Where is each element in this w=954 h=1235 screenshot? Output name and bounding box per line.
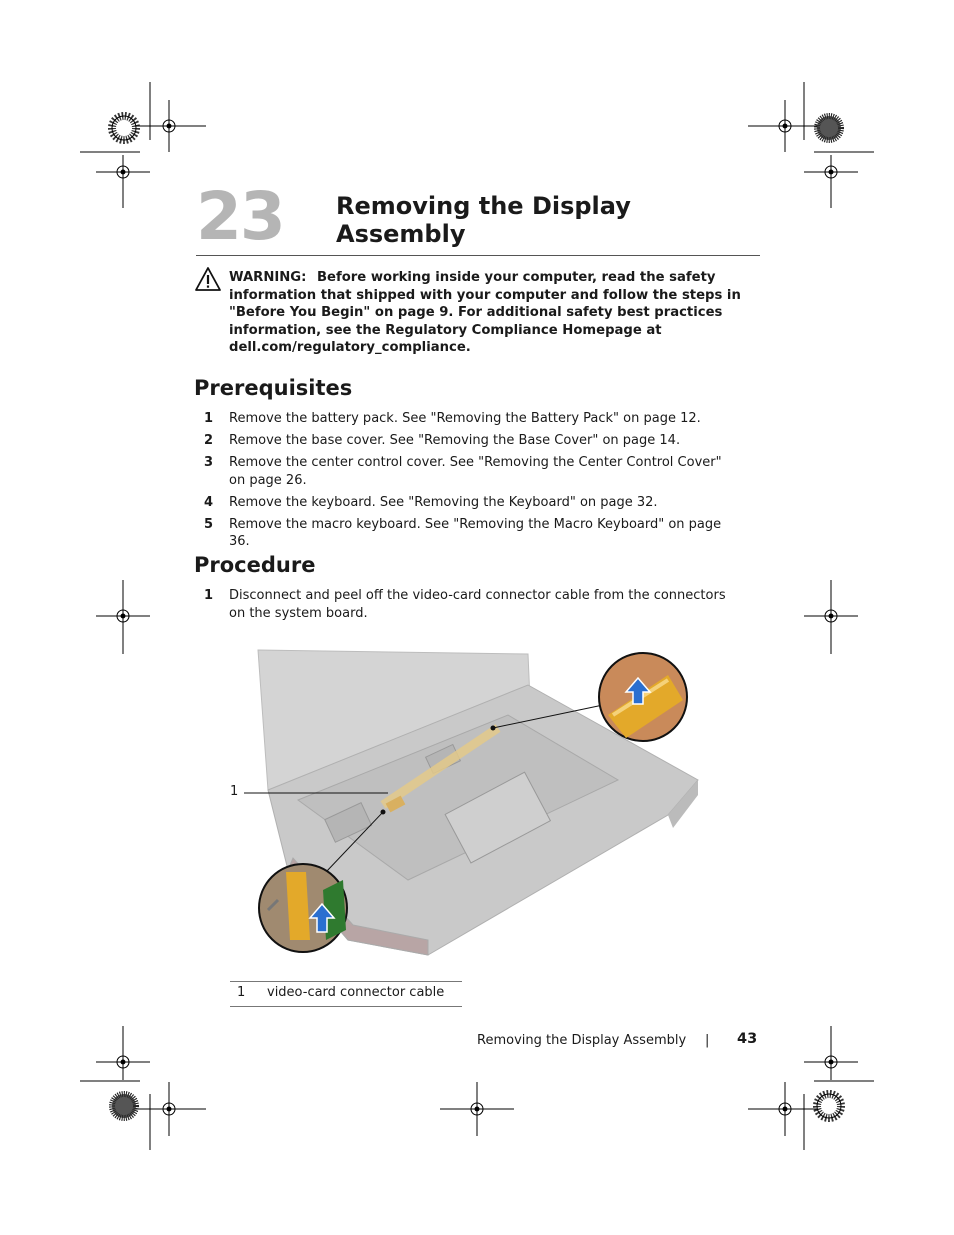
step-number: 2 (204, 433, 214, 448)
zoom-detail-bottom (259, 864, 347, 952)
warning-notice (229, 269, 759, 357)
legend-number: 1 (237, 985, 246, 1000)
chapter-title-line1: Removing the Display (336, 192, 631, 220)
laptop-illustration (228, 640, 708, 960)
list-item (200, 587, 730, 622)
step-number: 4 (204, 494, 214, 510)
step-text: Remove the battery pack. See "Removing the Battery Pack" on page 12. (229, 411, 701, 426)
step-text: Disconnect and peel off the video-card connector cable from the connectors on the system board. (229, 588, 726, 621)
list-item (200, 454, 730, 489)
step-text: Remove the base cover. See "Removing the Base Cover" on page 14. (229, 433, 681, 448)
step-text: Remove the center control cover. See "Removing the Center Control Cover" on page 26. (229, 455, 722, 488)
step-text: Remove the macro keyboard. See "Removing the Macro Keyboard" on page 36. (229, 516, 722, 549)
footer-section-title: Removing the Display Assembly (477, 1033, 687, 1048)
step-number: 1 (204, 588, 214, 603)
warning-body: Before working inside your computer, read the safety information that shipped with your computer and follow the steps in "Before You Begin" on page 9. For additional safety best practices information, see the Regulatory Compliance Homepage at dell.com/regulatory_compliance. (229, 270, 741, 355)
step-number: 5 (204, 516, 214, 532)
list-item (200, 432, 730, 450)
legend-text: video-card connector cable (267, 985, 445, 1000)
title-rule (196, 255, 760, 256)
chapter-title-line2: Assembly (336, 220, 466, 248)
procedure-heading: Procedure (194, 553, 316, 577)
step-text: Remove the keyboard. See "Removing the Keyboard" on page 32. (229, 494, 658, 510)
page-number: 43 (737, 1031, 758, 1047)
figure-legend (230, 981, 462, 1007)
footer-separator: | (705, 1033, 710, 1048)
list-item (200, 494, 730, 512)
figure-callout-number: 1 (230, 784, 239, 799)
list-item (200, 516, 730, 551)
step-number: 1 (204, 411, 214, 426)
zoom-detail-top (599, 653, 687, 741)
warning-triangle-icon (194, 266, 222, 292)
chapter-number: 23 (196, 178, 284, 255)
step-number: 3 (204, 455, 214, 470)
warning-label: WARNING: (229, 270, 307, 285)
list-item (200, 410, 730, 428)
prerequisites-list (200, 410, 730, 555)
prerequisites-heading: Prerequisites (194, 376, 353, 400)
procedure-list (200, 587, 730, 627)
chapter-title (336, 192, 756, 248)
